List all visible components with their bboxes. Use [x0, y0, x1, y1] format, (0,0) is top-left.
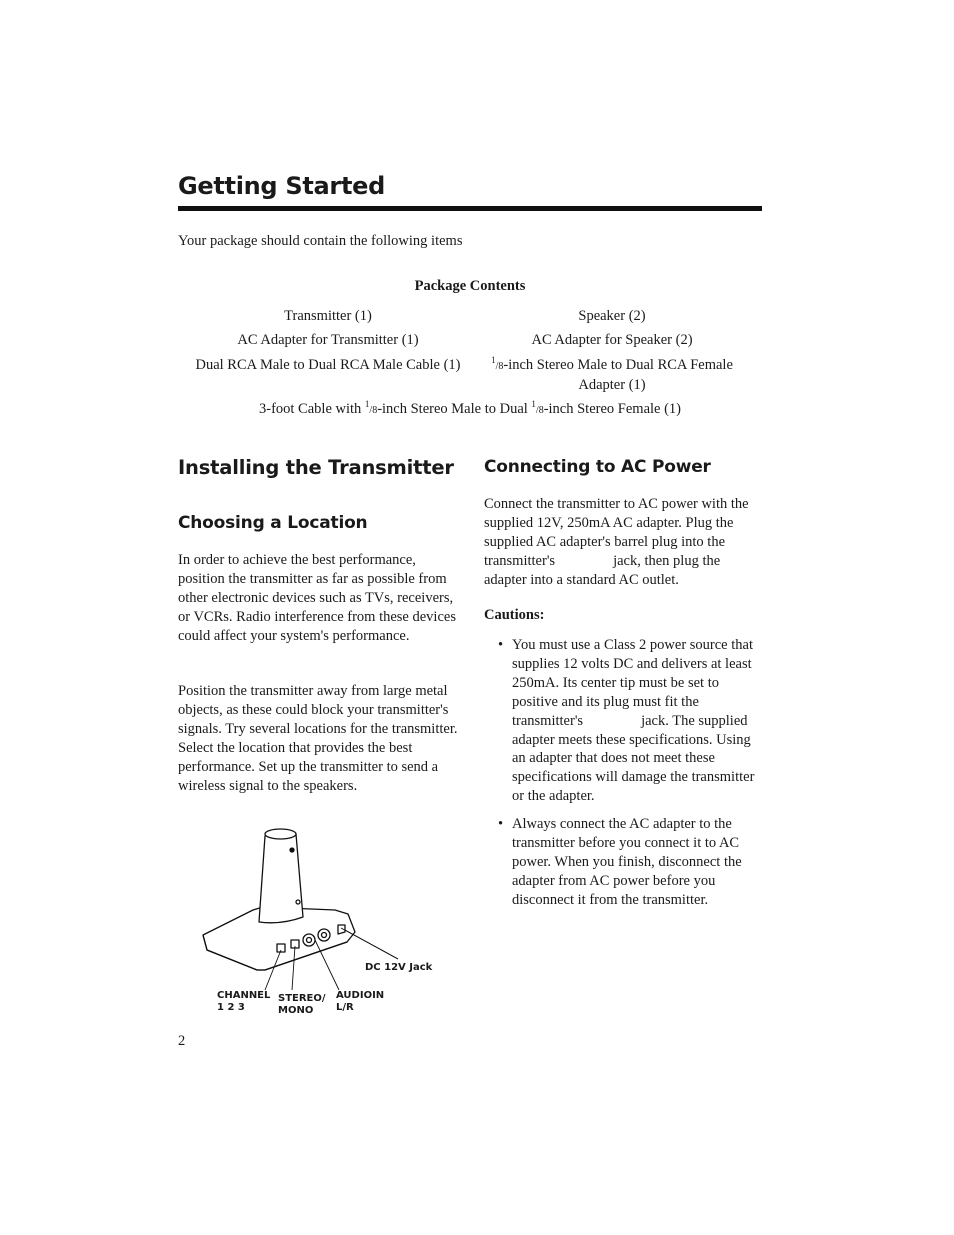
page-title: Getting Started — [178, 172, 385, 200]
package-contents-heading: Package Contents — [414, 278, 526, 294]
channel-label-line1: CHANNEL — [217, 990, 271, 1001]
cable-text-3: -inch Stereo Female (1) — [543, 401, 681, 417]
stereo-mono-label — [278, 993, 326, 1017]
item-stereo-adapter — [462, 356, 762, 395]
item-rca-cable: Dual RCA Male to Dual RCA Male Cable (1) — [195, 357, 461, 373]
stereo-label-line1: STEREO/ — [278, 993, 326, 1004]
item-3ft-cable — [0, 400, 940, 420]
fraction-denominator: /8 — [535, 405, 544, 416]
title-rule — [178, 206, 762, 211]
item-ac-adapter-transmitter: AC Adapter for Transmitter (1) — [237, 332, 419, 348]
channel-label-line2: 1 2 3 — [217, 1002, 245, 1013]
intro-text: Your package should contain the following items — [178, 233, 463, 249]
installing-heading: Installing the Transmitter — [178, 456, 454, 479]
fraction-numerator: 1 — [364, 399, 370, 410]
ac-power-heading: Connecting to AC Power — [484, 457, 711, 477]
choosing-location-heading: Choosing a Location — [178, 513, 368, 533]
caution-item: • You must use a Class 2 power source that supplies 12 volts DC and delivers at least 250mA. Its center tip must be set to positive and its plug must fit the transmitter's jack. The supplied adapter meets these specifications. Using an adapter that does not meet these specifications will damage the transmitter or the adapter. — [498, 636, 762, 806]
cable-text-2: -inch Stereo Male to Dual — [377, 401, 532, 417]
caution-item: • Always connect the AC adapter to the transmitter before you connect it to AC power. When you finish, disconnect the adapter from AC power before you disconnect it from the transmitter. — [498, 815, 762, 910]
cautions-list — [498, 636, 762, 919]
item-transmitter: Transmitter (1) — [284, 308, 372, 324]
cautions-heading: Cautions: — [484, 607, 545, 623]
stereo-adapter-text-1: -inch Stereo Male to Dual RCA Female — [503, 357, 733, 373]
fraction-denominator: /8 — [495, 361, 504, 372]
choosing-paragraph-2: Position the transmitter away from large metal objects, as these could block your transmitter's signals. Try several locations for the transmitter. Select the location that provides the best performance. Set up the transmitter to send a wireless signal to the speakers. — [178, 683, 458, 794]
fraction-numerator: 1 — [531, 399, 536, 410]
audio-in-label — [336, 990, 384, 1014]
fraction-denominator: /8 — [369, 405, 378, 416]
cable-text-1: 3-foot Cable with — [259, 401, 365, 417]
item-speaker: Speaker (2) — [578, 308, 646, 324]
stereo-label-line2: MONO — [278, 1005, 314, 1016]
choosing-paragraph-1: In order to achieve the best performance, position the transmitter as far as possible from other electronic devices such as TVs, receivers, or VCRs. Radio interference from these devices could affect your system's performance. — [178, 552, 456, 644]
channel-label — [217, 990, 270, 1014]
stereo-adapter-text-2: Adapter (1) — [578, 377, 646, 393]
item-ac-adapter-speaker: AC Adapter for Speaker (2) — [531, 332, 693, 348]
ac-power-paragraph: Connect the transmitter to AC power with the supplied 12V, 250mA AC adapter. Plug the supplied AC adapter's barrel plug into the transmitter's jack, then plug the adapter into a standard AC outlet. — [484, 496, 753, 588]
dc-jack-label: DC 12V Jack — [365, 962, 433, 973]
transmitter-illustration — [195, 822, 455, 1022]
audio-label-line1: AUDIOIN — [336, 990, 385, 1001]
fraction-numerator: 1 — [491, 355, 496, 366]
page-number: 2 — [178, 1033, 186, 1049]
audio-label-line2: L/R — [336, 1002, 354, 1013]
